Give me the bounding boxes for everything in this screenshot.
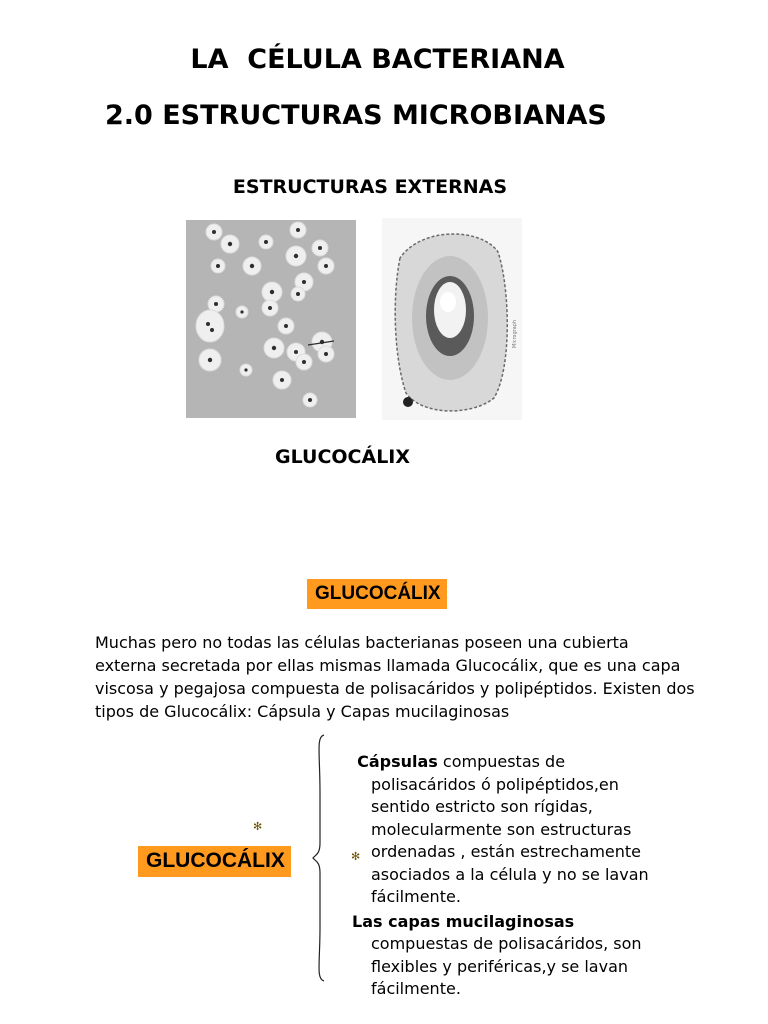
section-title: 2.0 ESTRUCTURAS MICROBIANAS [105, 100, 607, 131]
svg-text:Micrograph: Micrograph [512, 319, 518, 348]
mucilage-line: fácilmente. [371, 979, 461, 998]
bee-bullet-icon: ✻ [351, 850, 361, 863]
subsection-title: ESTRUCTURAS EXTERNAS [232, 176, 508, 198]
capsules-term: Cápsulas [357, 752, 438, 771]
capsules-line: fácilmente. [371, 887, 461, 906]
glucocalix-label: GLUCOCÁLIX [138, 846, 291, 877]
capsules-item [352, 751, 672, 909]
capsules-line: polisacáridos ó polipéptidos,en [371, 774, 619, 794]
mucilage-term: Las capas mucilaginosas [352, 911, 575, 931]
description-paragraph: Muchas pero no todas las células bacterianas poseen una cubierta externa secretada por ellas mismas llamada Glucocálix, que es una capa viscosa y pegajosa compuesta de polisacáridos y polipéptidos. Existen dos tipos de Glucocálix: Cápsula y Capas mucilaginosas [95, 633, 695, 721]
figure-caption: GLUCOCÁLIX [275, 446, 411, 468]
page-title: LA CÉLULA BACTERIANA [190, 44, 565, 75]
mucilage-line: flexibles y periféricas,y se lavan [371, 956, 629, 976]
capsules-first-line: compuestas de [437, 752, 566, 771]
micrograph-capsules [186, 220, 356, 418]
glucocalix-heading: GLUCOCÁLIX [307, 579, 447, 609]
capsules-line: molecularmente son estructuras [371, 819, 632, 839]
bee-bullet-icon: ✻ [253, 820, 263, 833]
mucilage-item [352, 911, 672, 1001]
capsules-line: sentido estricto son rígidas, [371, 797, 593, 816]
capsules-line: ordenadas , están estrechamente [371, 842, 642, 861]
glucocalix-types [352, 751, 672, 1001]
left-curly-brace-icon [312, 733, 326, 987]
mucilage-line: compuestas de polisacáridos, son [371, 934, 642, 953]
micrograph-single-cell [382, 218, 522, 420]
capsules-line: asociados a la célula y no se lavan [371, 864, 649, 884]
